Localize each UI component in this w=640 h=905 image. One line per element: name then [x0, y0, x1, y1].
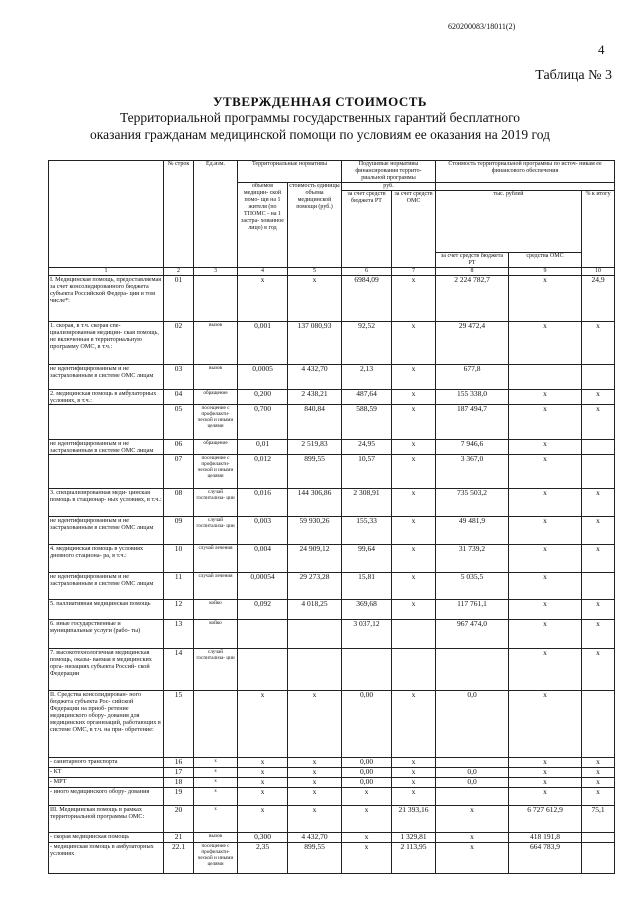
column-index-cell: 2 — [164, 268, 194, 276]
row-percent: x — [582, 788, 615, 806]
row-total-budget: x — [436, 843, 509, 874]
row-number: 19 — [164, 788, 194, 806]
row-unit-cost: x — [288, 276, 342, 322]
row-total-oms: x — [509, 276, 582, 322]
row-total-oms: x — [509, 440, 582, 455]
row-total-budget: 967 474,0 — [436, 620, 509, 649]
row-total-budget: x — [436, 833, 509, 843]
row-per-capita-budget: 24,95 — [342, 440, 392, 455]
row-percent — [582, 455, 615, 489]
row-unit-cost: x — [288, 691, 342, 758]
row-volume: 0,092 — [238, 600, 288, 620]
row-per-capita-budget: 0,00 — [342, 691, 392, 758]
row-name: - медицинская помощь в амбулаторных условиях — [49, 843, 164, 874]
row-percent: x — [582, 390, 615, 405]
row-volume: 0,700 — [238, 405, 288, 440]
row-unit-cost: 899,55 — [288, 455, 342, 489]
column-index-cell: 8 — [436, 268, 509, 276]
header-row-number: № строк — [164, 161, 194, 268]
row-volume — [238, 620, 288, 649]
row-number: 06 — [164, 440, 194, 455]
row-name: - КТ — [49, 768, 164, 778]
row-per-capita-budget: 2,13 — [342, 365, 392, 390]
row-total-oms: x — [509, 455, 582, 489]
row-unit-cost: 2 438,21 — [288, 390, 342, 405]
row-name: не идентифицированным и не застрахованным в системе ОМС лицам — [49, 440, 164, 455]
row-unit-cost: x — [288, 768, 342, 778]
row-total-oms — [509, 365, 582, 390]
row-volume: 0,0005 — [238, 365, 288, 390]
row-unit-cost: x — [288, 778, 342, 788]
row-percent: x — [582, 600, 615, 620]
row-unit: случай лечения — [194, 545, 238, 573]
row-total-budget: 677,8 — [436, 365, 509, 390]
row-unit-cost: x — [288, 806, 342, 833]
row-total-budget: 7 946,6 — [436, 440, 509, 455]
row-unit: случай госпитализа- ции — [194, 489, 238, 517]
column-index-cell: 4 — [238, 268, 288, 276]
row-total-oms: x — [509, 545, 582, 573]
row-volume: 0,004 — [238, 545, 288, 573]
table-row — [49, 788, 615, 806]
column-index-cell: 5 — [288, 268, 342, 276]
row-per-capita-oms: 2 113,95 — [392, 843, 436, 874]
header-blank — [436, 183, 615, 191]
table-row — [49, 489, 615, 517]
row-total-oms: x — [509, 390, 582, 405]
header-rub: руб. — [342, 183, 436, 191]
row-total-oms: x — [509, 600, 582, 620]
row-per-capita-oms: x — [392, 600, 436, 620]
row-unit-cost: 144 306,86 — [288, 489, 342, 517]
row-total-oms: x — [509, 691, 582, 758]
row-total-oms: 418 191,8 — [509, 833, 582, 843]
row-name: не идентифицированным и не застрахованным в системе ОМС лицам — [49, 573, 164, 600]
row-volume: x — [238, 768, 288, 778]
row-percent — [582, 365, 615, 390]
row-number: 16 — [164, 758, 194, 768]
table-row — [49, 778, 615, 788]
row-number: 11 — [164, 573, 194, 600]
row-per-capita-oms: x — [392, 440, 436, 455]
row-unit: обращение — [194, 390, 238, 405]
row-per-capita-oms: x — [392, 788, 436, 806]
row-volume: 0,012 — [238, 455, 288, 489]
row-total-oms: x — [509, 573, 582, 600]
row-percent: x — [582, 517, 615, 545]
row-total-budget: 187 494,7 — [436, 405, 509, 440]
row-name: I. Медицинская помощь, предоставляемая за счет консолидированного бюджета субъекта Российской Федера- ции в том числе*: — [49, 276, 164, 322]
table-row — [49, 322, 615, 365]
row-percent: x — [582, 489, 615, 517]
table-row — [49, 620, 615, 649]
table-label: Таблица № 3 — [535, 68, 612, 83]
row-volume: 0,00054 — [238, 573, 288, 600]
header-oms: за счет средств ОМС — [392, 191, 436, 268]
header-oms-2: средства ОМС — [509, 253, 582, 268]
row-number: 04 — [164, 390, 194, 405]
row-unit-cost: 899,55 — [288, 843, 342, 874]
row-per-capita-oms: 21 393,16 — [392, 806, 436, 833]
row-total-budget — [436, 649, 509, 691]
row-per-capita-oms: x — [392, 405, 436, 440]
row-number: 17 — [164, 768, 194, 778]
row-total-oms: x — [509, 768, 582, 778]
row-unit: обращение — [194, 440, 238, 455]
header-per-capita: Подушевые нормативы финансирования террито- риальной программы — [342, 161, 436, 183]
row-unit: койко — [194, 600, 238, 620]
row-volume: 0,300 — [238, 833, 288, 843]
row-per-capita-budget: 0,00 — [342, 778, 392, 788]
row-total-budget — [436, 758, 509, 768]
row-per-capita-budget: x — [342, 806, 392, 833]
table-row — [49, 833, 615, 843]
table-row — [49, 573, 615, 600]
row-per-capita-budget — [342, 649, 392, 691]
row-number: 12 — [164, 600, 194, 620]
row-percent: x — [582, 768, 615, 778]
row-total-budget: 29 472,4 — [436, 322, 509, 365]
row-volume: x — [238, 806, 288, 833]
row-name: - МРТ — [49, 778, 164, 788]
row-total-budget: 117 761,1 — [436, 600, 509, 620]
row-unit-cost: 840,84 — [288, 405, 342, 440]
row-total-oms: x — [509, 620, 582, 649]
row-name — [49, 455, 164, 489]
row-unit-cost — [288, 620, 342, 649]
row-per-capita-oms: x — [392, 778, 436, 788]
column-index-cell: 9 — [509, 268, 582, 276]
row-per-capita-budget: 6984,09 — [342, 276, 392, 322]
row-unit-cost: 4 432,70 — [288, 833, 342, 843]
row-number: 01 — [164, 276, 194, 322]
table-row — [49, 440, 615, 455]
table-row — [49, 768, 615, 778]
row-unit: x — [194, 768, 238, 778]
cost-table — [48, 160, 615, 874]
row-per-capita-oms — [392, 620, 436, 649]
row-unit-cost: 4 432,70 — [288, 365, 342, 390]
row-per-capita-oms: x — [392, 573, 436, 600]
row-total-oms: x — [509, 758, 582, 768]
table-row — [49, 276, 615, 322]
row-unit: x — [194, 758, 238, 768]
row-unit: случай госпитализа- ции — [194, 649, 238, 691]
row-per-capita-budget: x — [342, 788, 392, 806]
column-index-cell: 7 — [392, 268, 436, 276]
row-unit: вызов — [194, 322, 238, 365]
row-name — [49, 405, 164, 440]
row-total-oms: x — [509, 788, 582, 806]
row-number: 02 — [164, 322, 194, 365]
row-number: 10 — [164, 545, 194, 573]
row-name: 6. иные государственные и муниципальные услуги (рабо- ты) — [49, 620, 164, 649]
table-row — [49, 649, 615, 691]
row-number: 07 — [164, 455, 194, 489]
row-volume: 0,016 — [238, 489, 288, 517]
row-number: 09 — [164, 517, 194, 545]
row-percent — [582, 691, 615, 758]
row-per-capita-budget: 10,57 — [342, 455, 392, 489]
row-name: 5. паллиативная медицинская помощь — [49, 600, 164, 620]
row-per-capita-oms: x — [392, 545, 436, 573]
row-volume: 0,200 — [238, 390, 288, 405]
table-row — [49, 691, 615, 758]
row-total-budget: 0,0 — [436, 691, 509, 758]
row-volume: x — [238, 778, 288, 788]
table-row — [49, 455, 615, 489]
row-percent: x — [582, 649, 615, 691]
row-total-budget: 5 035,5 — [436, 573, 509, 600]
row-per-capita-oms: x — [392, 517, 436, 545]
row-per-capita-budget: x — [342, 833, 392, 843]
row-total-oms: x — [509, 489, 582, 517]
row-number: 22.1 — [164, 843, 194, 874]
row-unit-cost: x — [288, 788, 342, 806]
header-program-cost: Стоимость территориальной программы по источ- никам ее финансового обеспечения — [436, 161, 615, 183]
row-unit — [194, 276, 238, 322]
row-unit-cost: 2 519,83 — [288, 440, 342, 455]
row-name: 3. специализированная меди- цинская помощь в стационар- ных условиях, в т.ч.: — [49, 489, 164, 517]
table-row — [49, 390, 615, 405]
row-name: - скорая медицинская помощь — [49, 833, 164, 843]
row-per-capita-oms: x — [392, 489, 436, 517]
row-per-capita-budget: 92,52 — [342, 322, 392, 365]
row-per-capita-oms — [392, 649, 436, 691]
row-percent: 24,9 — [582, 276, 615, 322]
row-per-capita-oms: x — [392, 365, 436, 390]
row-per-capita-oms: x — [392, 276, 436, 322]
header-budget-rt: за счет средств бюджета РТ — [342, 191, 392, 268]
row-number: 20 — [164, 806, 194, 833]
row-total-oms: x — [509, 322, 582, 365]
header-thous-rub: тыс. рублей — [436, 191, 582, 253]
row-unit-cost: 59 930,26 — [288, 517, 342, 545]
row-per-capita-oms: x — [392, 768, 436, 778]
table-row — [49, 517, 615, 545]
row-total-budget: 3 367,0 — [436, 455, 509, 489]
row-per-capita-budget: 3 037,12 — [342, 620, 392, 649]
row-per-capita-budget: 0,00 — [342, 768, 392, 778]
row-number: 18 — [164, 778, 194, 788]
row-unit-cost — [288, 649, 342, 691]
page-title: УТВЕРЖДЕННАЯ СТОИМОСТЬ — [212, 94, 428, 109]
row-per-capita-oms: x — [392, 322, 436, 365]
row-unit: x — [194, 778, 238, 788]
row-per-capita-budget: 99,64 — [342, 545, 392, 573]
row-total-budget: 31 739,2 — [436, 545, 509, 573]
row-number: 03 — [164, 365, 194, 390]
table-row — [49, 806, 615, 833]
row-total-budget: 49 481,9 — [436, 517, 509, 545]
row-name: 1. скорая, в т.ч. скорая спе- циализированная медицин- ская помощь, не включенная в территориальную программу ОМС, в т.ч.: — [49, 322, 164, 365]
header-budget-rt-2: за счет средств бюджета РТ — [436, 253, 509, 268]
row-name: - санитарного транспорта — [49, 758, 164, 768]
row-percent: x — [582, 758, 615, 768]
row-volume: x — [238, 788, 288, 806]
row-volume: 0,01 — [238, 440, 288, 455]
header-name — [49, 161, 164, 268]
row-name: не идентифицированным и не застрахованным в системе ОМС лицам — [49, 365, 164, 390]
row-total-oms: x — [509, 649, 582, 691]
row-unit: вызов — [194, 365, 238, 390]
row-percent — [582, 573, 615, 600]
row-number: 14 — [164, 649, 194, 691]
row-percent: x — [582, 405, 615, 440]
page-number: 4 — [598, 42, 605, 57]
row-number: 13 — [164, 620, 194, 649]
row-per-capita-oms: x — [392, 455, 436, 489]
row-name: II. Средства консолидирован- ного бюджета субъекта Рос- сийской Федерации на приоб- ретение медицинского обору- дования для медицинских организаций, работающих в системе ОМС, в т.ч. на при- обретение: — [49, 691, 164, 758]
row-total-budget — [436, 788, 509, 806]
row-name: - иного медицинского обору- дования — [49, 788, 164, 806]
row-volume: 0,003 — [238, 517, 288, 545]
column-index-cell: 10 — [582, 268, 615, 276]
row-percent — [582, 833, 615, 843]
table-row — [49, 405, 615, 440]
table-row — [49, 600, 615, 620]
row-volume: 0,001 — [238, 322, 288, 365]
row-volume: x — [238, 276, 288, 322]
row-per-capita-budget: 15,81 — [342, 573, 392, 600]
row-percent: x — [582, 778, 615, 788]
row-per-capita-budget: 588,59 — [342, 405, 392, 440]
row-unit-cost: x — [288, 758, 342, 768]
row-unit: случай госпитализа- ции — [194, 517, 238, 545]
row-name: 2. медицинская помощь в амбулаторных условиях, в т.ч.: — [49, 390, 164, 405]
document-id: 620200083/18011(2) — [448, 22, 516, 31]
row-percent: x — [582, 620, 615, 649]
row-volume: 2,35 — [238, 843, 288, 874]
table-row — [49, 545, 615, 573]
row-total-budget: x — [436, 806, 509, 833]
row-percent — [582, 440, 615, 455]
table-row — [49, 365, 615, 390]
row-total-budget: 0,0 — [436, 768, 509, 778]
row-unit: x — [194, 806, 238, 833]
row-volume: x — [238, 691, 288, 758]
row-unit: посещение с профилакти- ческой и иными целями — [194, 455, 238, 489]
header-pct-total: % к итогу — [582, 191, 615, 268]
row-unit-cost: 4 018,25 — [288, 600, 342, 620]
row-per-capita-oms: x — [392, 758, 436, 768]
row-volume: x — [238, 758, 288, 768]
row-per-capita-budget: 0,00 — [342, 758, 392, 768]
header-volume: объемов медицин- ской помо- щи на 1 жителя (по ТПОМС - на 1 застра- хованное лицо) в год — [238, 183, 288, 268]
subtitle-line-2: оказания гражданам медицинской помощи по условиям ее оказания на 2019 год — [90, 127, 550, 142]
row-unit: посещение с профилакти- ческой и иными целями — [194, 843, 238, 874]
row-name: 4. медицинская помощь в условиях дневного стациона- ра, в т.ч.: — [49, 545, 164, 573]
row-unit-cost: 29 273,28 — [288, 573, 342, 600]
row-unit-cost: 24 909,12 — [288, 545, 342, 573]
row-name: III. Медицинская помощь в рамках территориальной программы ОМС: — [49, 806, 164, 833]
row-per-capita-oms: x — [392, 390, 436, 405]
row-number: 05 — [164, 405, 194, 440]
row-unit: случай лечения — [194, 573, 238, 600]
row-per-capita-budget: 2 308,91 — [342, 489, 392, 517]
row-total-oms: x — [509, 405, 582, 440]
row-percent: x — [582, 545, 615, 573]
column-index-cell: 3 — [194, 268, 238, 276]
row-name: 7. высокотехнологичная медицинская помощь, оказы- ваемая в медицинских орга- низациях субъекта Россий- ской Федерации — [49, 649, 164, 691]
row-per-capita-budget: 487,64 — [342, 390, 392, 405]
row-total-oms: 6 727 612,9 — [509, 806, 582, 833]
row-number: 08 — [164, 489, 194, 517]
row-per-capita-budget: 369,68 — [342, 600, 392, 620]
column-index-cell: 6 — [342, 268, 392, 276]
row-name: не идентифицированным и не застрахованным в системе ОМС лицам — [49, 517, 164, 545]
row-per-capita-budget: x — [342, 843, 392, 874]
row-unit-cost: 137 080,93 — [288, 322, 342, 365]
row-total-budget: 735 503,2 — [436, 489, 509, 517]
row-total-oms: 664 783,9 — [509, 843, 582, 874]
row-total-oms: x — [509, 517, 582, 545]
table-row — [49, 843, 615, 874]
row-unit: койко — [194, 620, 238, 649]
row-total-budget: 2 224 782,7 — [436, 276, 509, 322]
header-cost-unit: стоимость единицы объема медицинской помощи (руб.) — [288, 183, 342, 268]
row-number: 21 — [164, 833, 194, 843]
row-per-capita-oms: 1 329,81 — [392, 833, 436, 843]
column-index-cell: 1 — [49, 268, 164, 276]
row-unit: посещение с профилакти- ческой и иными целями — [194, 405, 238, 440]
row-unit: x — [194, 788, 238, 806]
row-volume — [238, 649, 288, 691]
header-unit: Ед.изм. — [194, 161, 238, 268]
row-percent — [582, 843, 615, 874]
header-norms: Территориальные нормативы — [238, 161, 342, 183]
subtitle-line-1: Территориальной программы государственных гарантий бесплатного — [119, 110, 521, 125]
row-unit — [194, 691, 238, 758]
row-percent: 75,1 — [582, 806, 615, 833]
row-unit: вызов — [194, 833, 238, 843]
row-total-budget: 155 338,0 — [436, 390, 509, 405]
row-total-budget: 0,0 — [436, 778, 509, 788]
row-percent: x — [582, 322, 615, 365]
table-row — [49, 758, 615, 768]
row-total-oms: x — [509, 778, 582, 788]
row-per-capita-budget: 155,33 — [342, 517, 392, 545]
row-per-capita-oms: x — [392, 691, 436, 758]
row-number: 15 — [164, 691, 194, 758]
